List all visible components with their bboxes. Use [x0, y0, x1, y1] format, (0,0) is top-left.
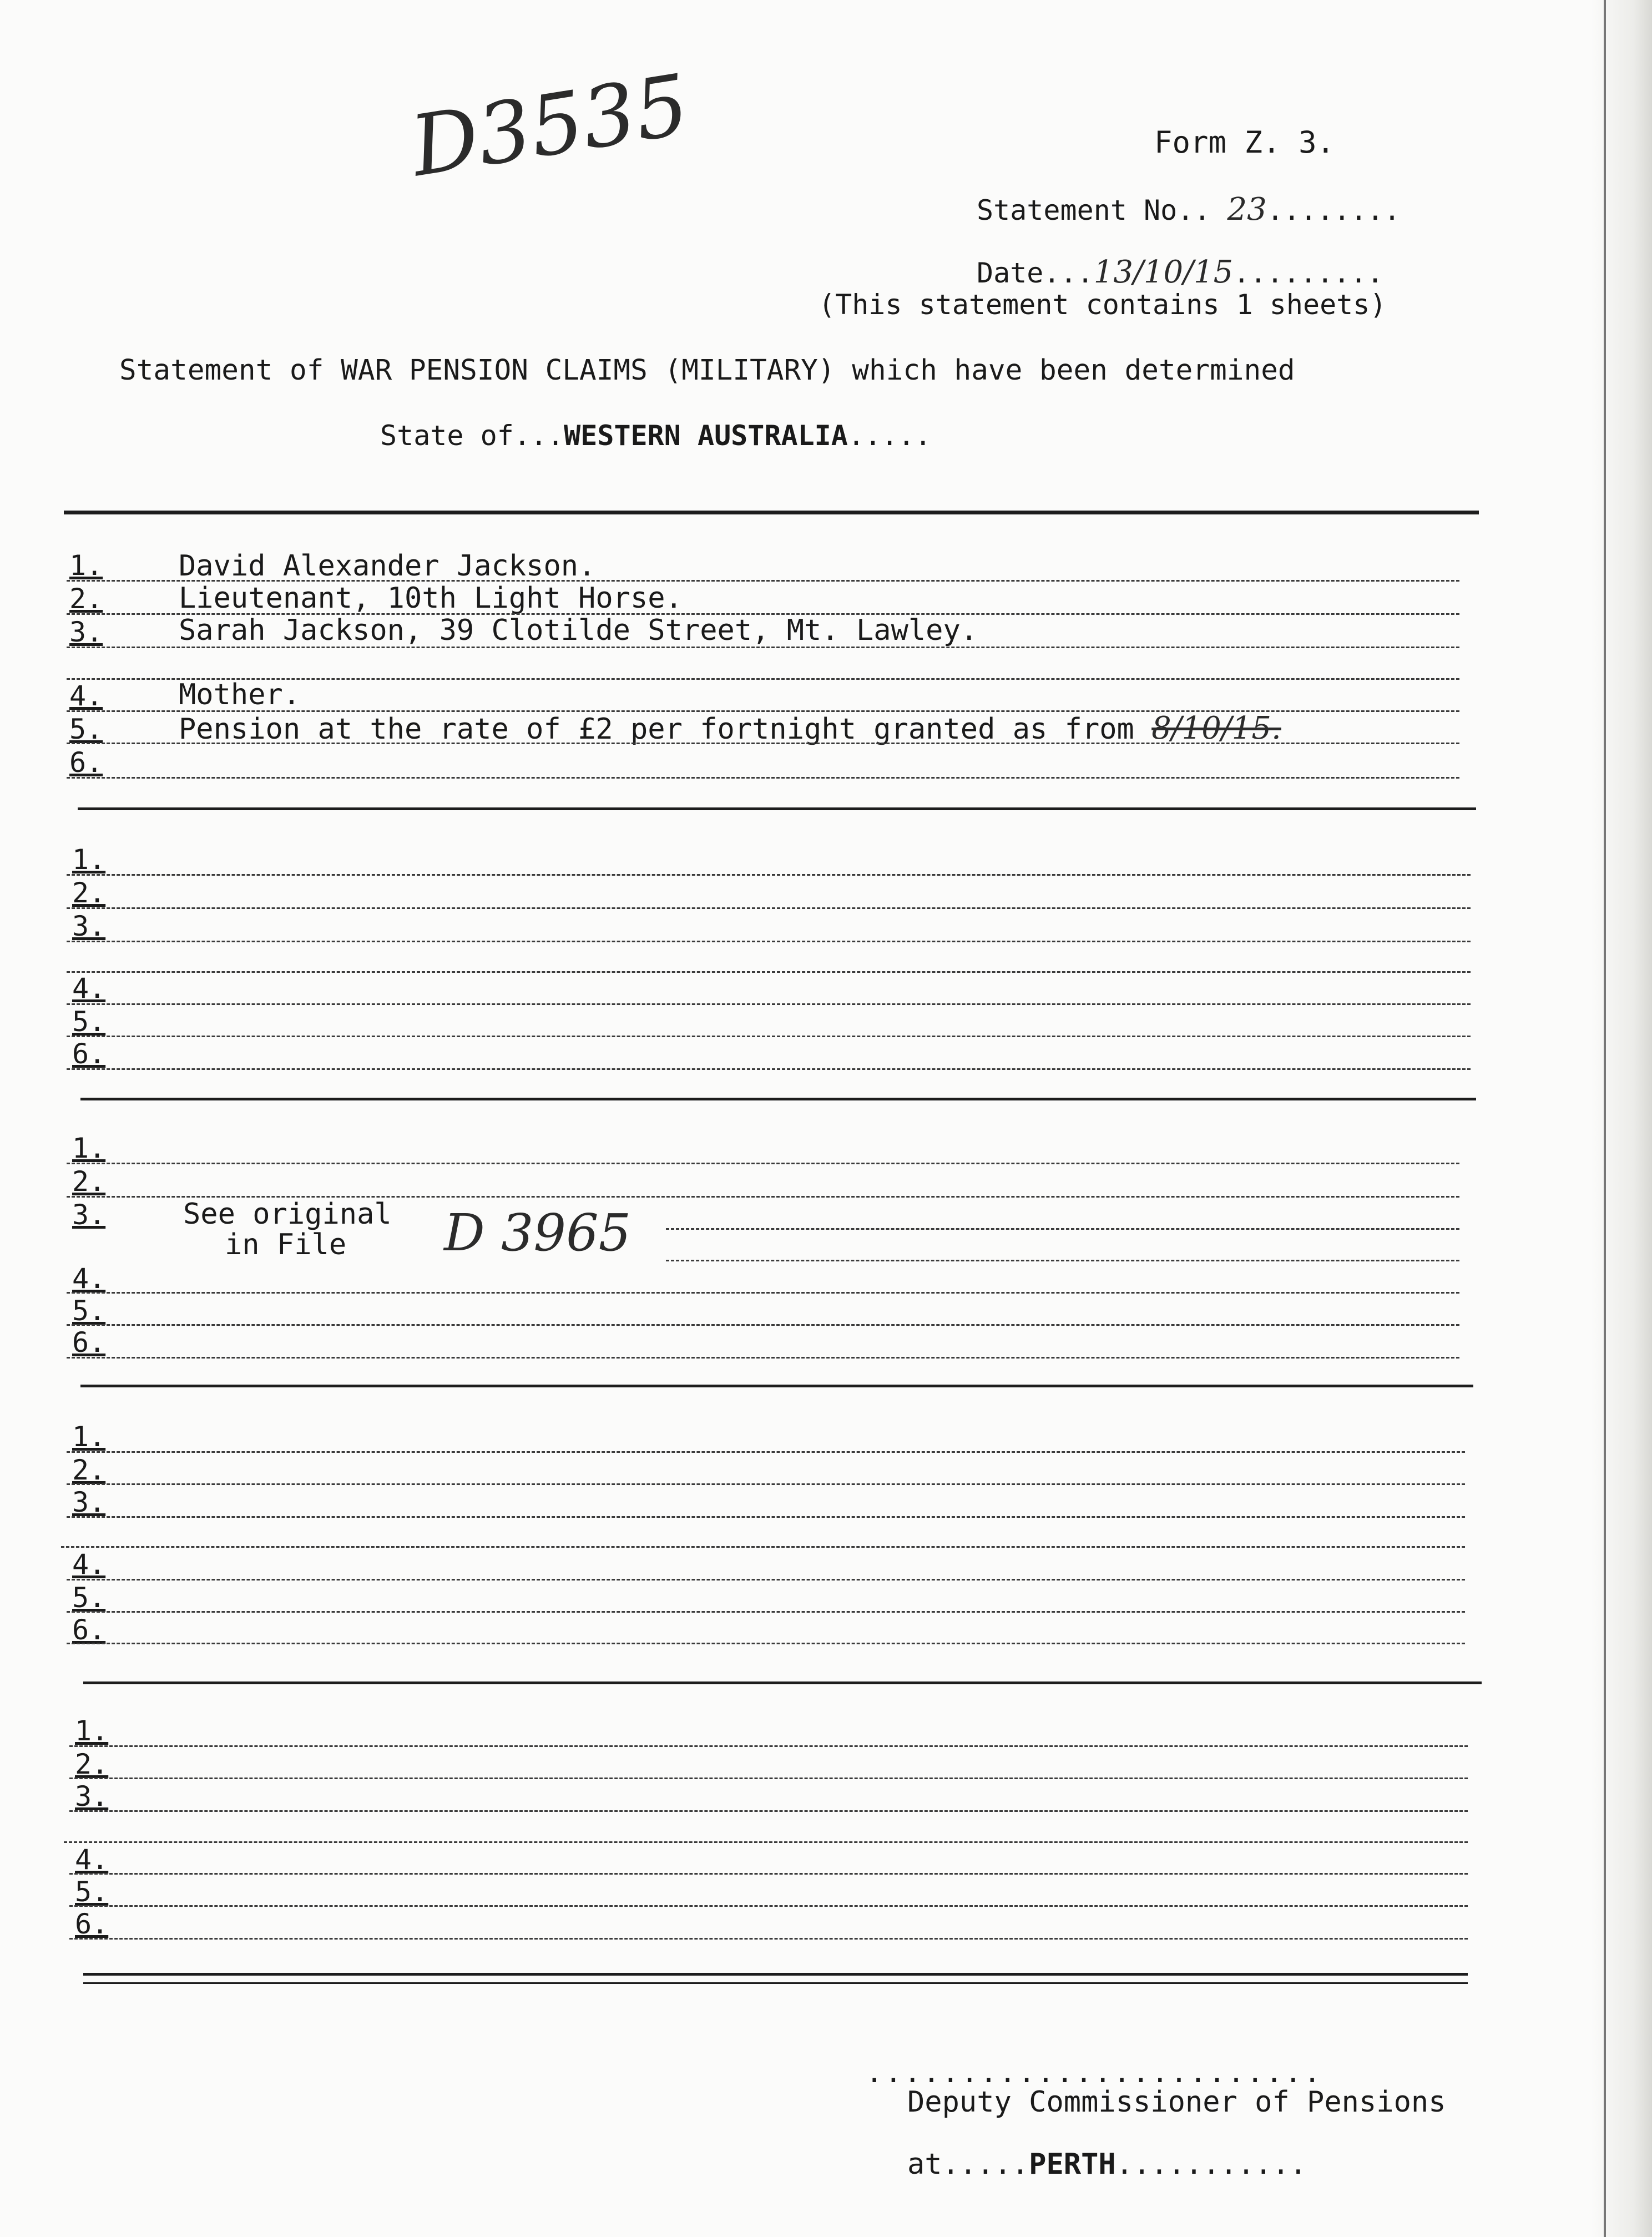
entry-line	[64, 1841, 1468, 1843]
entry-line	[67, 678, 1459, 680]
state-line	[380, 420, 931, 452]
state-value: WESTERN AUSTRALIA	[564, 420, 848, 452]
entry-line	[67, 613, 1459, 615]
entry-line	[67, 710, 1459, 712]
line-number: 2.	[72, 1454, 106, 1486]
state-label: State of...	[380, 420, 564, 452]
line-number: 6.	[72, 1614, 106, 1646]
statement-number	[977, 191, 1401, 228]
block-rule	[83, 1973, 1468, 1976]
entry-line	[67, 1003, 1471, 1005]
top-rule	[64, 511, 1479, 514]
entry-line	[67, 1068, 1471, 1070]
entry-line	[69, 1905, 1468, 1907]
line-number: 4.	[69, 680, 103, 712]
original-file-reference: D 3965	[444, 1203, 632, 1263]
entry-line	[69, 1778, 1468, 1779]
line-number: 6.	[69, 746, 103, 779]
line-number: 3.	[75, 1780, 109, 1812]
statement-heading: Statement of WAR PENSION CLAIMS (MILITARY) which have been determined	[119, 354, 1295, 387]
location-dots: ...........	[1115, 2148, 1307, 2181]
line-number: 5.	[72, 1582, 106, 1614]
entry-line	[67, 1611, 1465, 1613]
entry-line	[67, 1196, 1459, 1198]
line-number: 4.	[72, 1548, 106, 1580]
date-value: 13/10/15	[1093, 254, 1234, 290]
bottom-rule	[83, 1982, 1468, 1984]
entry-line	[67, 971, 1471, 973]
entry-line	[61, 1546, 1465, 1548]
block-rule	[83, 1681, 1482, 1684]
line-number: 6.	[72, 1326, 106, 1359]
line-number: 4.	[75, 1844, 109, 1876]
entry-line	[67, 941, 1471, 942]
line-number: 6.	[72, 1038, 106, 1070]
location-line	[907, 2148, 1307, 2181]
line-number: 3.	[72, 1486, 106, 1518]
pension-start-date: 8/10/15.	[1151, 710, 1281, 746]
signatory-title: Deputy Commissioner of Pensions	[907, 2085, 1446, 2119]
paper-edge-line	[1604, 0, 1606, 2237]
statement-number-dots: ........	[1266, 194, 1401, 226]
form-label: Form Z. 3.	[1154, 125, 1335, 160]
claimant-relationship: Mother.	[179, 678, 301, 711]
entry-line	[67, 1483, 1465, 1485]
entry-line	[67, 1516, 1465, 1518]
entry-line	[67, 1451, 1465, 1453]
line-number: 6.	[75, 1908, 109, 1940]
entry-line	[67, 743, 1459, 744]
archive-reference: D3535	[405, 56, 695, 196]
line-number: 1.	[75, 1715, 109, 1747]
soldier-name: David Alexander Jackson.	[179, 549, 596, 583]
signature-dots: ........................	[866, 2056, 1323, 2089]
entry-line	[69, 1810, 1468, 1812]
line-number: 5.	[75, 1876, 109, 1908]
pension-text: Pension at the rate of £2 per fortnight granted as from	[179, 713, 1152, 746]
sheets-note: (This statement contains 1 sheets)	[819, 289, 1387, 321]
block-rule	[78, 807, 1476, 810]
entry-line	[67, 1357, 1459, 1359]
statement-number-label: Statement No..	[977, 194, 1227, 226]
block-rule	[80, 1098, 1476, 1100]
line-number: 1.	[72, 1421, 106, 1453]
line-number: 2.	[72, 877, 106, 909]
line-number: 2.	[72, 1165, 106, 1198]
date-dots: .........	[1233, 257, 1384, 289]
entry-line	[67, 1292, 1459, 1294]
entry-line	[666, 1228, 1459, 1230]
line-number: 1.	[72, 844, 106, 876]
entry-line	[67, 874, 1471, 876]
state-dots: .....	[847, 420, 932, 452]
block-rule	[80, 1385, 1473, 1387]
file-note-line-1: See original	[183, 1198, 392, 1231]
entry-line	[666, 1260, 1459, 1261]
location-value: PERTH	[1029, 2148, 1116, 2181]
paper-edge	[1591, 0, 1652, 2237]
date-label: Date...	[977, 257, 1094, 289]
line-number: 2.	[75, 1748, 109, 1780]
entry-line	[67, 1036, 1471, 1037]
entry-line	[67, 1643, 1465, 1644]
location-label: at.....	[907, 2148, 1029, 2181]
line-number: 2.	[69, 583, 103, 615]
soldier-rank-unit: Lieutenant, 10th Light Horse.	[179, 582, 683, 615]
entry-line	[67, 1579, 1465, 1580]
line-number: 5.	[72, 1006, 106, 1038]
statement-date	[977, 254, 1383, 290]
statement-number-value: 23	[1227, 191, 1267, 228]
line-number: 4.	[72, 1263, 106, 1295]
line-number: 1.	[72, 1132, 106, 1164]
line-number: 3.	[72, 910, 106, 942]
line-number: 3.	[69, 616, 103, 648]
pension-determination	[179, 710, 1281, 746]
file-note-line-2: in File	[225, 1228, 347, 1261]
entry-line	[67, 1163, 1459, 1164]
entry-line	[69, 1938, 1468, 1940]
line-number: 5.	[72, 1295, 106, 1327]
entry-line	[67, 580, 1459, 582]
claimant-name-address: Sarah Jackson, 39 Clotilde Street, Mt. Lawley.	[179, 614, 978, 647]
entry-line	[67, 1324, 1459, 1326]
entry-line	[69, 1873, 1468, 1875]
entry-line	[69, 1745, 1468, 1747]
entry-line	[67, 777, 1459, 779]
entry-line	[67, 907, 1471, 909]
line-number: 1.	[69, 549, 103, 582]
line-number: 4.	[72, 972, 106, 1004]
line-number: 5.	[69, 713, 103, 745]
line-number: 3.	[72, 1199, 106, 1231]
entry-line	[67, 647, 1459, 648]
